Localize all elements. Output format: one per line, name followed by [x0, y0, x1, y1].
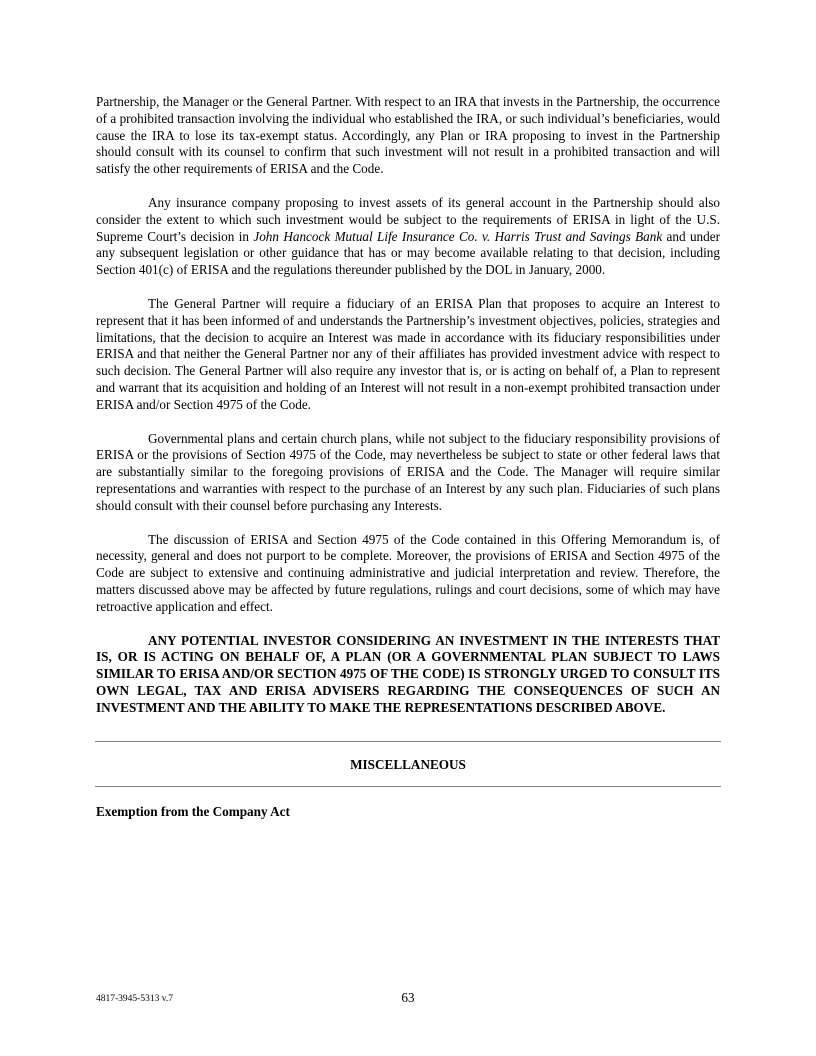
paragraph-insurance-text-b: and under any subsequent legislation or other guidance that has or may become available relating to that decision, including Section 401(c) of ERISA and the regulations thereunder published by the DOL in January, 2000. — [96, 228, 720, 278]
paragraph-investor-warning: ANY POTENTIAL INVESTOR CONSIDERING AN INVESTMENT IN THE INTERESTS THAT IS, OR IS ACTING ON BEHALF OF, A PLAN (OR A GOVERNMENTAL PLAN SUBJECT TO LAWS SIMILAR TO ERISA AND/OR SECTION 4975 OF THE CODE) IS STRONGLY URGED TO CONSULT ITS OWN LEGAL, TAX AND ERISA ADVISERS REGARDING THE CONSEQUENCES OF SUCH AN INVESTMENT AND THE ABILITY TO MAKE THE REPRESENTATIONS DESCRIBED ABOVE. — [96, 632, 720, 715]
paragraph-insurance-company — [96, 195, 720, 279]
case-citation: John Hancock Mutual Life Insurance Co. v. Harris Trust and Savings Bank — [253, 228, 663, 244]
document-id: 4817-3945-5313 v.7 — [96, 994, 173, 1004]
page-number: 63 — [401, 990, 415, 1005]
paragraph-ira: Partnership, the Manager or the General Partner. With respect to an IRA that invests in the Partnership, the occurrence of a prohibited transaction involving the individual who established the IRA, or such individual’s beneficiaries, would cause the IRA to lose its tax-exempt status. Accordingly, any Plan or IRA proposing to invest in the Partnership should consult with its counsel to confirm that such investment will not result in a prohibited transaction and will satisfy the other requirements of ERISA and the Code. — [96, 94, 720, 177]
section-title: MISCELLANEOUS — [350, 756, 466, 772]
paragraph-discussion-disclaimer: The discussion of ERISA and Section 4975 of the Code contained in this Offering Memorandum is, of necessity, general and does not purport to be complete. Moreover, the provisions of ERISA and Section 4975 of the Code are subject to extensive and continuing administrative and judicial interpretation and review. Therefore, the matters discussed above may be affected by future regulations, rulings and court decisions, some of which may have retroactive application and effect. — [96, 531, 720, 614]
paragraph-insurance-text-a: Any insurance company proposing to invest assets of its general account in the Partnership should also consider the extent to which such investment would be subject to the requirements of ERISA in light of the U.S. Supreme Court’s decision in — [96, 194, 720, 244]
paragraph-governmental-plans: Governmental plans and certain church plans, while not subject to the fiduciary responsibility provisions of ERISA or the provisions of Section 4975 of the Code, may nevertheless be subject to state or other federal laws that are substantially similar to the foregoing provisions of ERISA and the Code. The Manager will require similar representations and warranties with respect to the purchase of an Interest by any such plan. Fiduciaries of such plans should consult with their counsel before purchasing any Interests. — [96, 430, 720, 513]
document-page — [96, 94, 720, 821]
section-rule-top — [95, 741, 721, 742]
section-rule-bottom — [95, 786, 721, 787]
subheading-company-act: Exemption from the Company Act — [96, 804, 290, 820]
paragraph-fiduciary-representation: The General Partner will require a fiduciary of an ERISA Plan that proposes to acquire an Interest to represent that it has been informed of and understands the Partnership’s investment objectives, policies, strategies and limitations, that the decision to acquire an Interest was made in accordance with its fiduciary responsibilities under ERISA and that neither the General Partner nor any of their affiliates has provided investment advice with respect to such decision. The General Partner will also require any investor that is, or is acting on behalf of, a Plan to represent and warrant that its acquisition and holding of an Interest will not result in a non-exempt prohibited transaction under ERISA and/or Section 4975 of the Code. — [96, 295, 720, 412]
